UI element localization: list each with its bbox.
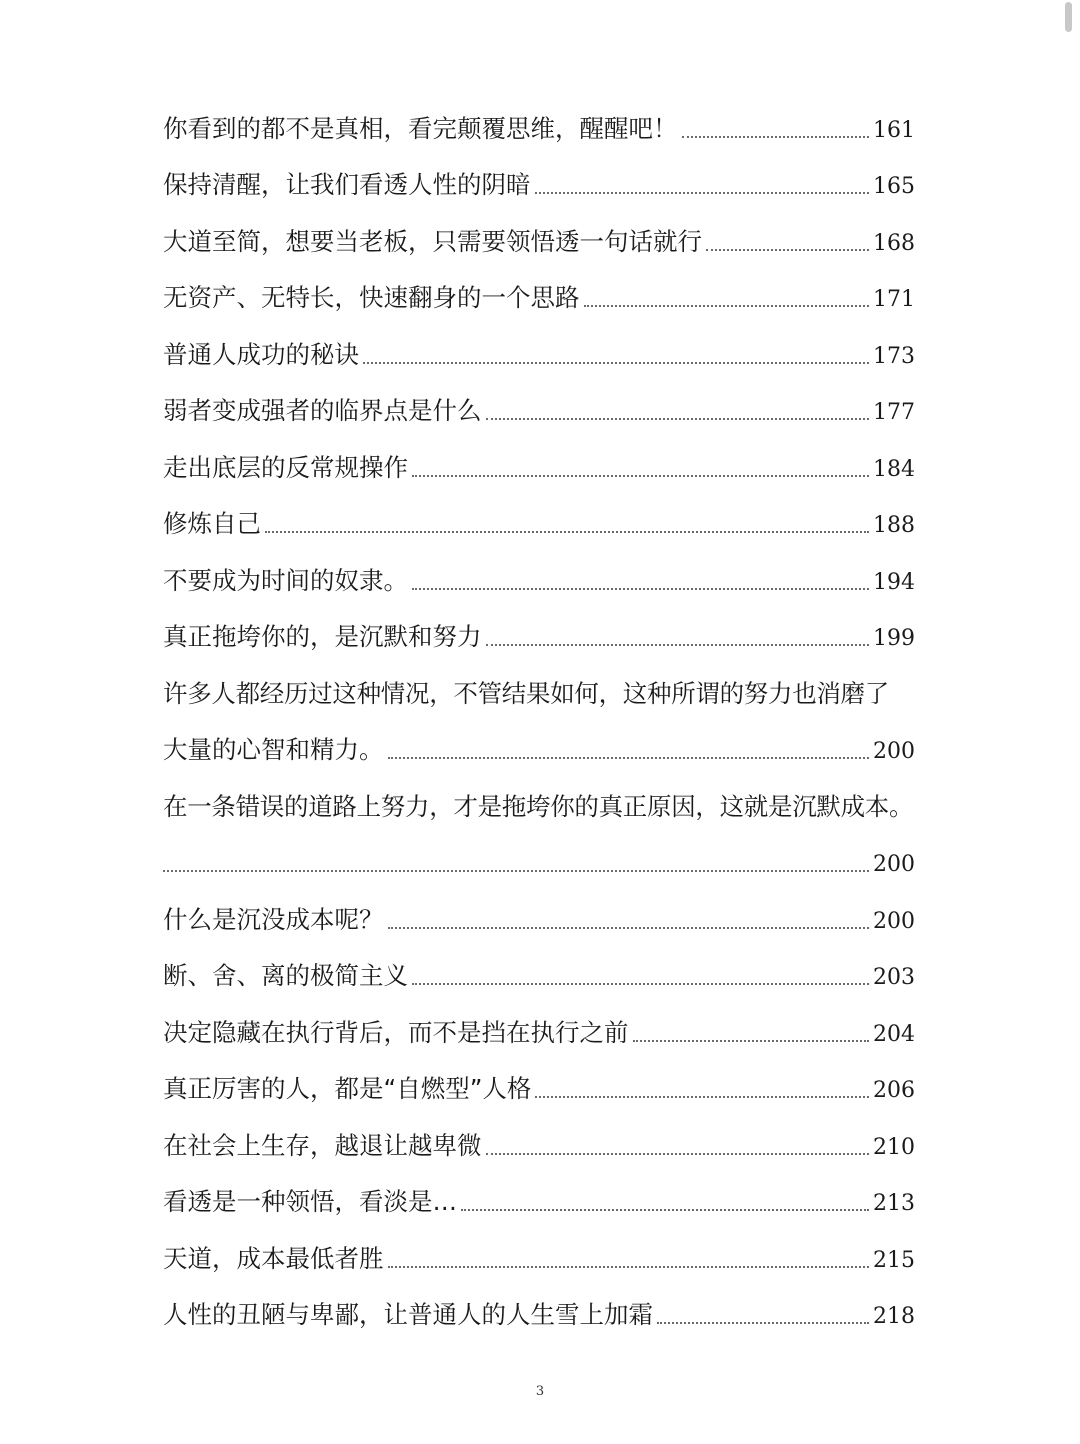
toc-entry-title-line1: 在一条错误的道路上努力，才是拖垮你的真正原因，这就是沉默成本。	[163, 791, 914, 821]
toc-entry[interactable]	[163, 439, 915, 496]
toc-entry-page: 204	[873, 1021, 915, 1047]
toc-entry-page: 194	[873, 569, 915, 595]
toc-entry-wrapped-line[interactable]	[163, 665, 915, 722]
toc-entry[interactable]	[163, 1287, 915, 1344]
toc-entry[interactable]	[163, 383, 915, 440]
toc-entry-page: 161	[873, 117, 915, 143]
toc-entry-title: 你看到的都不是真相，看完颠覆思维，醒醒吧！	[163, 113, 678, 143]
toc-entry[interactable]	[163, 270, 915, 327]
toc-entry-title: 真正拖垮你的，是沉默和努力	[163, 622, 482, 651]
toc-entry-title-line2: 大量的心智和精力。	[163, 735, 384, 764]
dot-leader	[412, 588, 869, 590]
toc-entry-page: 215	[873, 1247, 915, 1273]
dot-leader	[388, 1266, 870, 1268]
dot-leader	[412, 983, 869, 985]
dot-leader	[363, 362, 869, 364]
toc-entry-title: 普通人成功的秘诀	[163, 339, 359, 369]
toc-entry[interactable]	[163, 100, 915, 157]
toc-entry-title: 断、舍、离的极简主义	[163, 961, 408, 990]
toc-entry-title: 无资产、无特长，快速翻身的一个思路	[163, 283, 580, 312]
scrollbar-thumb[interactable]	[1065, 2, 1072, 32]
toc-entry-page: 184	[873, 456, 915, 482]
toc-entry-wrapped-line[interactable]	[163, 778, 915, 835]
dot-leader	[535, 1096, 869, 1098]
toc-entry[interactable]	[163, 496, 915, 553]
toc-entry-title: 真正厉害的人，都是“自燃型”人格	[163, 1074, 532, 1103]
dot-leader	[584, 305, 870, 307]
toc-entry[interactable]	[163, 1004, 915, 1061]
toc-entry-page: 210	[873, 1134, 915, 1160]
dot-leader	[486, 1153, 870, 1155]
dot-leader	[265, 531, 869, 533]
toc-entry-title: 弱者变成强者的临界点是什么	[163, 396, 482, 425]
toc-entry-title: 什么是沉没成本呢？	[163, 904, 384, 934]
toc-entry-title: 大道至简，想要当老板，只需要领悟透一句话就行	[163, 226, 702, 256]
dot-leader	[682, 136, 870, 138]
toc-entry-page: 165	[873, 174, 915, 199]
toc-entry-title: 修炼自己	[163, 509, 261, 538]
dot-leader	[486, 418, 870, 420]
page-number: 3	[535, 1384, 545, 1399]
dot-leader	[486, 644, 870, 646]
toc-entry-title: 决定隐藏在执行背后，而不是挡在执行之前	[163, 1017, 629, 1047]
dot-leader	[388, 757, 870, 759]
dot-leader	[461, 1209, 869, 1211]
toc-entry-page: 200	[873, 739, 915, 764]
toc-entry[interactable]	[163, 213, 915, 270]
toc-entry[interactable]	[163, 948, 915, 1005]
toc-entry[interactable]	[163, 722, 915, 779]
toc-entry[interactable]	[163, 157, 915, 214]
toc-entry-title: 保持清醒，让我们看透人性的阴暗	[163, 170, 531, 199]
toc-entry[interactable]	[163, 552, 915, 609]
dot-leader	[535, 192, 870, 194]
toc-entry[interactable]	[163, 326, 915, 383]
toc-entry[interactable]	[163, 1230, 915, 1287]
toc-entry[interactable]	[163, 835, 915, 892]
toc-entry[interactable]	[163, 1117, 915, 1174]
toc-entry-title: 人性的丑陋与卑鄙，让普通人的人生雪上加霜	[163, 1300, 653, 1329]
toc-entry[interactable]	[163, 1061, 915, 1118]
toc-entry-page: 203	[873, 965, 915, 990]
toc-entry-title: 在社会上生存，越退让越卑微	[163, 1130, 482, 1160]
toc-entry[interactable]	[163, 1174, 915, 1231]
toc-entry-title: 看透是一种领悟，看淡是…	[163, 1187, 457, 1216]
toc-entry[interactable]	[163, 891, 915, 948]
toc-entry-page: 173	[873, 343, 915, 369]
dot-leader	[657, 1322, 869, 1324]
dot-leader	[706, 249, 869, 251]
toc-entry-page: 200	[873, 908, 915, 934]
toc-entry-page: 213	[873, 1191, 915, 1216]
dot-leader	[412, 475, 869, 477]
toc-entry-page: 199	[873, 626, 915, 651]
toc-entry-page: 168	[873, 230, 915, 256]
toc-entry-page: 218	[873, 1304, 915, 1329]
toc-entry-page: 188	[873, 513, 915, 538]
toc-entry-title: 天道，成本最低者胜	[163, 1243, 384, 1273]
toc-entry-page: 177	[873, 400, 915, 425]
toc-entry-page: 206	[873, 1078, 915, 1103]
dot-leader	[163, 870, 869, 872]
toc-entry-page: 200	[873, 852, 915, 877]
toc-entry-title-line1: 许多人都经历过这种情况，不管结果如何，这种所谓的努力也消磨了	[163, 678, 889, 708]
table-of-contents	[163, 100, 915, 1343]
dot-leader	[388, 927, 870, 929]
toc-entry-page: 171	[873, 287, 915, 312]
toc-entry-title: 走出底层的反常规操作	[163, 452, 408, 482]
dot-leader	[633, 1040, 870, 1042]
toc-entry[interactable]	[163, 609, 915, 666]
toc-entry-title: 不要成为时间的奴隶。	[163, 565, 408, 595]
